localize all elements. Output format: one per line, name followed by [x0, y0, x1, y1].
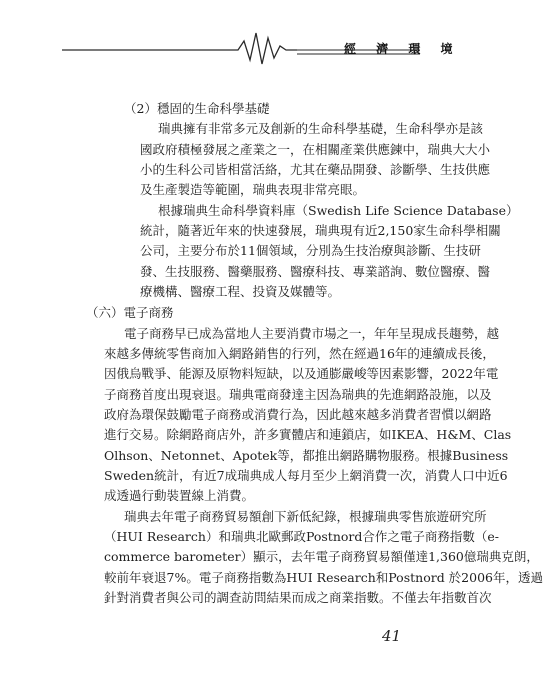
page-header [0, 0, 480, 80]
paragraph-line: 瑞典去年電子商務貿易額創下新低紀錄，根據瑞典零售旅遊研究所 [124, 508, 487, 524]
paragraph-line: 根據瑞典生命科學資料庫（Swedish Life Science Database） [158, 202, 519, 218]
paragraph-line: 針對消費者與公司的調查訪問結果而成之商業指數。不僅去年指數首次 [104, 590, 492, 605]
paragraph-line: 及生產製造等範圍，瑞典表現非常亮眼。 [140, 182, 366, 198]
subsection-heading: （2）穩固的生命科學基礎 [124, 101, 270, 116]
paragraph-line: Sweden統計，有近7成瑞典成人每月至少上網消費一次，消費人口中近6 [104, 467, 508, 483]
header-section-title: 經 濟 環 境 [344, 42, 461, 56]
paragraph-line: 瑞典擁有非常多元及創新的生命科學基礎，生命科學亦是該 [158, 121, 484, 137]
paragraph-line: 統計，隨著近年來的快速發展，瑞典現有近2,150家生命科學相關 [140, 223, 501, 239]
page-number: 41 [382, 627, 402, 645]
paragraph-line: 進行交易。除網路商店外，許多實體店和連鎖店，如IKEA、H&M、Clas [104, 427, 512, 443]
paragraph-line: 小的生科公司皆相當活絡，尤其在藥品開發、診斷學、生技供應 [140, 162, 491, 178]
paragraph-line: 成透過行動裝置線上消費。 [104, 488, 255, 504]
paragraph-line: 來越多傳統零售商加入網路銷售的行列，然在經過16年的連續成長後， [104, 345, 495, 361]
paragraph-line: 因俄烏戰爭、能源及原物料短缺，以及通膨嚴峻等因素影響，2022年電 [104, 366, 499, 382]
paragraph-line: 較前年衰退7%。電子商務指數為HUI Research和Postnord 於2006年，透過 [104, 569, 543, 585]
paragraph-line: 療機構、醫療工程、投資及媒體等。 [140, 284, 341, 300]
paragraph-line: 國政府積極發展之產業之一，在相關產業供應鍊中，瑞典大大小 [140, 141, 491, 157]
paragraph-line: 電子商務早已成為當地人主要消費市場之一，年年呈現成長趨勢，越 [124, 325, 500, 341]
paragraph-line: 公司，主要分布於11個領域，分別為生技治療與診斷、生技研 [140, 243, 481, 259]
paragraph-line: 發、生技服務、醫藥服務、醫療科技、專業諮詢、數位醫療、醫 [140, 263, 491, 279]
paragraph-line: 子商務首度出現衰退。瑞典電商發達主因為瑞典的先進網路設施，以及 [104, 386, 492, 402]
section-heading: （六）電子商務 [86, 305, 174, 321]
paragraph-line: Olhson、Netonnet、Apotek等，都推出網路購物服務。根據Business [104, 447, 509, 463]
paragraph-line: （HUI Research）和瑞典北歐郵政Postnord合作之電子商務指數（e- [104, 528, 499, 544]
paragraph-line: commerce barometer）顯示，去年電子商務貿易額僅達1,360億瑞典克朗， [104, 549, 539, 565]
paragraph-line: 政府為環保鼓勵電子商務或消費行為，因此越來越多消費者習慣以網路 [104, 406, 492, 422]
